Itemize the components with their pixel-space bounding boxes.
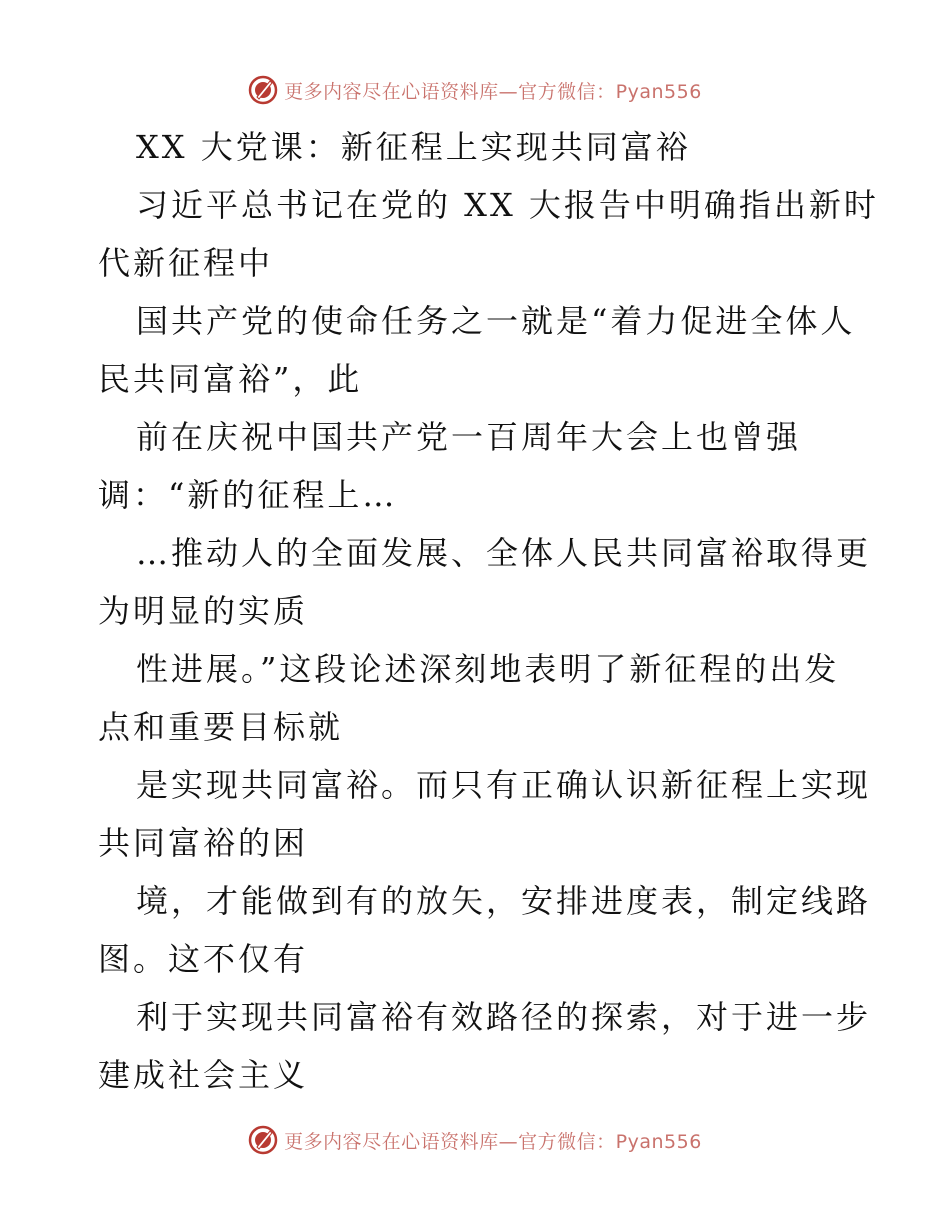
footer-banner bbox=[0, 1120, 950, 1160]
paragraph-line: 调：“新的征程上… bbox=[98, 476, 398, 514]
paragraph-line: 性进展。”这段论述深刻地表明了新征程的出发 bbox=[136, 650, 840, 688]
pen-logo-icon bbox=[248, 75, 278, 105]
paragraph-line: 民共同富裕”，此 bbox=[98, 360, 363, 398]
paragraph-line: 代新征程中 bbox=[98, 244, 274, 282]
document-title: XX 大党课：新征程上实现共同富裕 bbox=[136, 128, 691, 166]
header-banner-text: 更多内容尽在心语资料库—官方微信：Pyan556 bbox=[284, 80, 702, 103]
paragraph-line: 建成社会主义 bbox=[98, 1056, 309, 1094]
paragraph-line: 是实现共同富裕。而只有正确认识新征程上实现 bbox=[136, 766, 872, 804]
paragraph-line: 前在庆祝中国共产党一百周年大会上也曾强 bbox=[136, 418, 802, 456]
paragraph-line: 国共产党的使命任务之一就是“着力促进全体人 bbox=[136, 302, 856, 340]
paragraph-line: …推动人的全面发展、全体人民共同富裕取得更 bbox=[136, 534, 872, 572]
paragraph-line: 图。这不仅有 bbox=[98, 940, 309, 978]
paragraph-line: 境，才能做到有的放矢，安排进度表，制定线路 bbox=[136, 882, 872, 920]
paragraph-line: 点和重要目标就 bbox=[98, 708, 344, 746]
paragraph-line: 利于实现共同富裕有效路径的探索，对于进一步 bbox=[136, 998, 872, 1036]
pen-logo-icon bbox=[248, 1125, 278, 1155]
document-body bbox=[98, 118, 879, 1104]
paragraph-line: 为明显的实质 bbox=[98, 592, 309, 630]
footer-banner-text: 更多内容尽在心语资料库—官方微信：Pyan556 bbox=[284, 1130, 702, 1153]
paragraph-line: 共同富裕的困 bbox=[98, 824, 309, 862]
header-banner bbox=[0, 70, 950, 110]
paragraph-line: 习近平总书记在党的 XX 大报告中明确指出新时 bbox=[136, 186, 879, 224]
